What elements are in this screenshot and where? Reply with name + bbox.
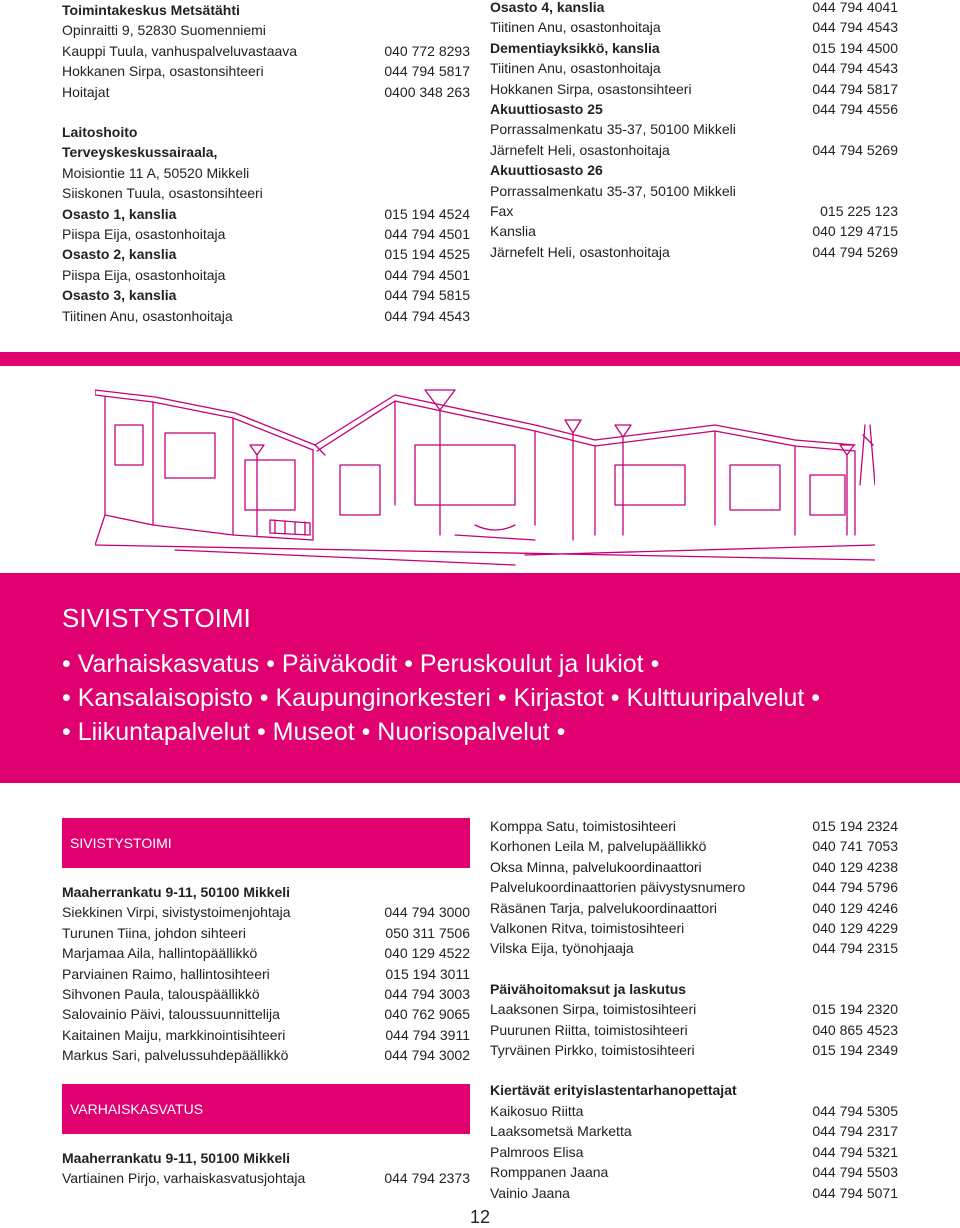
contact-phone: 015 194 2349	[812, 1042, 898, 1059]
banner-line-2: • Kansalaisopisto • Kaupunginorkesteri • Kirjastot • Kulttuuripalvelut •	[62, 684, 821, 712]
contact-phone: 044 794 3000	[384, 904, 470, 921]
contact-label: Porrassalmenkatu 35-37, 50100 Mikkeli	[490, 121, 736, 138]
bottom-left-column	[62, 818, 470, 1188]
contact-row	[490, 857, 898, 877]
contact-row	[490, 181, 898, 201]
contact-label: Piispa Eija, osastonhoitaja	[62, 266, 226, 283]
contact-phone: 040 129 4715	[812, 223, 898, 240]
contact-row	[490, 1142, 898, 1162]
contact-row	[62, 122, 470, 142]
contact-row	[490, 58, 898, 78]
contact-label: Osasto 1, kanslia	[62, 205, 177, 222]
contact-row	[490, 17, 898, 37]
pink-divider	[0, 352, 960, 366]
contact-row	[62, 1148, 470, 1168]
contact-label: Kauppi Tuula, vanhuspalveluvastaava	[62, 42, 298, 59]
contact-label: Tyrväinen Pirkko, toimistosihteeri	[490, 1042, 695, 1059]
contact-label: Kaitainen Maiju, markkinointisihteeri	[62, 1026, 286, 1043]
contact-row	[490, 119, 898, 139]
contact-phone: 044 794 5796	[812, 879, 898, 896]
contact-phone: 044 794 4501	[384, 226, 470, 243]
contact-phone: 044 794 4556	[812, 101, 898, 118]
contact-row	[62, 204, 470, 224]
contact-row	[490, 1040, 898, 1060]
contact-phone: 015 194 2320	[812, 1001, 898, 1018]
contact-label: Porrassalmenkatu 35-37, 50100 Mikkeli	[490, 182, 736, 199]
contact-label: Hokkanen Sirpa, osastonsihteeri	[490, 80, 692, 97]
contact-row	[62, 882, 470, 902]
contact-row	[62, 244, 470, 264]
contact-phone: 040 129 4246	[812, 899, 898, 916]
contact-row	[62, 1025, 470, 1045]
contact-label: Komppa Satu, toimistosihteeri	[490, 818, 676, 834]
contact-label: Marjamaa Aila, hallintopäällikkö	[62, 945, 258, 962]
contact-row	[62, 285, 470, 305]
contact-label: Fax	[490, 203, 514, 220]
contact-label: Osasto 4, kanslia	[490, 0, 605, 15]
contact-phone: 044 794 3002	[384, 1047, 470, 1064]
contact-phone: 015 194 4525	[384, 246, 470, 263]
contact-row	[490, 201, 898, 221]
contact-phone: 044 794 5817	[812, 80, 898, 97]
contact-phone: 044 794 5503	[812, 1164, 898, 1181]
contact-phone: 044 794 3003	[384, 986, 470, 1003]
contact-label: Tiitinen Anu, osastonhoitaja	[490, 60, 661, 77]
contact-row	[62, 306, 470, 326]
contact-label: Oksa Minna, palvelukoordinaattori	[490, 858, 702, 875]
contact-row	[62, 943, 470, 963]
contact-label: Palmroos Elisa	[490, 1143, 584, 1160]
contact-row	[62, 964, 470, 984]
contact-row	[62, 902, 470, 922]
contact-label: Osasto 2, kanslia	[62, 246, 177, 263]
contact-phone: 044 794 5321	[812, 1143, 898, 1160]
contact-row	[62, 1168, 470, 1188]
contact-phone: 050 311 7506	[385, 924, 470, 941]
contact-phone: 044 794 5269	[812, 243, 898, 260]
contact-phone: 044 794 5305	[812, 1102, 898, 1119]
contact-label: Hoitajat	[62, 83, 110, 100]
contact-label: Järnefelt Heli, osastonhoitaja	[490, 141, 670, 158]
contact-phone: 044 794 4543	[812, 19, 898, 36]
contact-label: Päivähoitomaksut ja laskutus	[490, 980, 687, 997]
contact-row	[490, 938, 898, 958]
contact-label: Terveyskeskussairaala,	[62, 144, 218, 161]
contact-label: Tiitinen Anu, osastonhoitaja	[62, 307, 233, 324]
contact-row	[490, 79, 898, 99]
contact-label: Maaherrankatu 9-11, 50100 Mikkeli	[62, 1149, 291, 1166]
contact-label: Palvelukoordinaattorien päivystysnumero	[490, 879, 746, 896]
contact-label: Räsänen Tarja, palvelukoordinaattori	[490, 899, 717, 916]
contact-label: Kiertävät erityislastentarhanopettajat	[490, 1082, 737, 1099]
contact-row	[62, 1004, 470, 1024]
contact-row	[490, 221, 898, 241]
contact-row	[490, 816, 898, 836]
contact-label: Hokkanen Sirpa, osastonsihteeri	[62, 63, 264, 80]
contact-phone: 044 794 2317	[812, 1123, 898, 1140]
contact-label: Dementiayksikkö, kanslia	[490, 39, 660, 56]
contact-phone: 044 794 5815	[384, 287, 470, 304]
contact-row	[62, 1045, 470, 1065]
top-left-column	[62, 0, 470, 326]
page-number: 12	[470, 1207, 491, 1227]
contact-row	[490, 160, 898, 180]
contact-row	[490, 979, 898, 999]
contact-label: Opinraitti 9, 52830 Suomenniemi	[62, 22, 266, 39]
contact-label: Maaherrankatu 9-11, 50100 Mikkeli	[62, 884, 291, 900]
contact-phone: 040 129 4238	[812, 858, 898, 875]
contact-phone: 040 741 7053	[812, 838, 898, 855]
contact-label: Valkonen Ritva, toimistosihteeri	[490, 920, 685, 937]
contact-label: Laaksometsä Marketta	[490, 1123, 632, 1140]
contact-row	[62, 41, 470, 61]
top-right-column	[490, 0, 898, 262]
contact-row	[62, 183, 470, 203]
contact-label: Piispa Eija, osastonhoitaja	[62, 226, 226, 243]
contact-phone: 040 865 4523	[812, 1021, 898, 1038]
contact-label: Korhonen Leila M, palvelupäällikkö	[490, 838, 707, 855]
contact-row	[490, 877, 898, 897]
sivistystoimi-section-bar: SIVISTYSTOIMI	[62, 818, 470, 868]
contact-row	[62, 224, 470, 244]
contact-row	[62, 923, 470, 943]
contact-phone: 044 794 2373	[384, 1170, 470, 1187]
sivistystoimi-contacts	[62, 882, 470, 1066]
contact-phone: 044 794 5071	[812, 1184, 898, 1201]
contact-row	[62, 984, 470, 1004]
contact-phone: 015 194 4524	[384, 205, 470, 222]
contact-row	[62, 265, 470, 285]
contact-label: Järnefelt Heli, osastonhoitaja	[490, 243, 670, 260]
contact-label: Parviainen Raimo, hallintosihteeri	[62, 965, 270, 982]
contact-label: Romppanen Jaana	[490, 1164, 609, 1181]
contact-row	[490, 1101, 898, 1121]
contact-label: Puurunen Riitta, toimistosihteeri	[490, 1021, 688, 1038]
contact-row	[62, 163, 470, 183]
spacer	[490, 959, 898, 979]
contact-label: Toimintakeskus Metsätähti	[62, 2, 240, 18]
contact-label: Kanslia	[490, 223, 536, 240]
contact-label: Siiskonen Tuula, osastonsihteeri	[62, 185, 263, 202]
contact-label: Akuuttiosasto 26	[490, 162, 603, 179]
contact-label: Laitoshoito	[62, 124, 138, 141]
contact-row	[490, 898, 898, 918]
contact-label: Sihvonen Paula, talouspäällikkö	[62, 986, 260, 1003]
contact-label: Vartiainen Pirjo, varhaiskasvatusjohtaja	[62, 1170, 306, 1187]
banner-line-1: • Varhaiskasvatus • Päiväkodit • Peruskoulut ja lukiot •	[62, 650, 660, 678]
contact-phone: 044 794 4543	[384, 307, 470, 324]
contact-label: Laaksonen Sirpa, toimistosihteeri	[490, 1001, 697, 1018]
contact-phone: 044 794 3911	[385, 1026, 470, 1043]
contact-label: Tiitinen Anu, osastonhoitaja	[490, 19, 661, 36]
spacer	[490, 1060, 898, 1080]
contact-phone: 040 129 4229	[812, 920, 898, 937]
contact-row	[62, 0, 470, 20]
contact-phone: 044 794 5269	[812, 141, 898, 158]
contact-label: Osasto 3, kanslia	[62, 287, 177, 304]
contact-phone: 044 794 4041	[812, 0, 898, 15]
contact-label: Siekkinen Virpi, sivistystoimenjohtaja	[62, 904, 291, 921]
contact-row	[490, 1020, 898, 1040]
sivistystoimi-banner	[0, 573, 960, 783]
contact-row	[490, 918, 898, 938]
contact-row	[490, 38, 898, 58]
contact-phone: 040 129 4522	[384, 945, 470, 962]
contact-row	[490, 1080, 898, 1100]
contact-phone: 044 794 4501	[384, 266, 470, 283]
spacer	[62, 102, 470, 122]
contact-phone: 044 794 5817	[384, 63, 470, 80]
varhaiskasvatus-section-bar: VARHAISKASVATUS	[62, 1084, 470, 1134]
contact-phone: 015 194 4500	[812, 39, 898, 56]
contact-row	[62, 61, 470, 81]
contact-label: Salovainio Päivi, taloussuunnittelija	[62, 1006, 280, 1023]
contact-row	[490, 140, 898, 160]
contact-row	[62, 20, 470, 40]
contact-phone: 015 194 2324	[812, 818, 898, 834]
varhaiskasvatus-contacts	[62, 1148, 470, 1189]
contact-phone: 040 772 8293	[384, 42, 470, 59]
contact-row	[490, 1162, 898, 1182]
contact-row	[490, 99, 898, 119]
banner-title: SIVISTYSTOIMI	[62, 603, 251, 633]
contact-row	[490, 999, 898, 1019]
contact-row	[62, 142, 470, 162]
contact-row	[490, 1183, 898, 1203]
contact-phone: 044 794 2315	[812, 940, 898, 957]
contact-phone: 015 225 123	[820, 203, 898, 220]
building-illustration	[95, 385, 875, 570]
contact-phone: 040 762 9065	[384, 1006, 470, 1023]
bottom-right-column	[490, 816, 898, 1203]
contact-row	[490, 1121, 898, 1141]
contact-row	[490, 836, 898, 856]
contact-label: Akuuttiosasto 25	[490, 101, 603, 118]
contact-label: Turunen Tiina, johdon sihteeri	[62, 924, 246, 941]
contact-label: Vainio Jaana	[490, 1184, 570, 1201]
contact-row	[490, 0, 898, 17]
banner-line-3: • Liikuntapalvelut • Museot • Nuorisopalvelut •	[62, 718, 566, 746]
contact-label: Moisiontie 11 A, 50520 Mikkeli	[62, 164, 250, 181]
contact-row	[490, 242, 898, 262]
contact-phone: 0400 348 263	[384, 83, 470, 100]
contact-label: Kaikosuo Riitta	[490, 1102, 584, 1119]
contact-phone: 044 794 4543	[812, 60, 898, 77]
contact-row	[62, 82, 470, 102]
contact-label: Vilska Eija, työnohjaaja	[490, 940, 634, 957]
contact-phone: 015 194 3011	[385, 965, 470, 982]
contact-label: Markus Sari, palvelussuhdepäällikkö	[62, 1047, 289, 1064]
